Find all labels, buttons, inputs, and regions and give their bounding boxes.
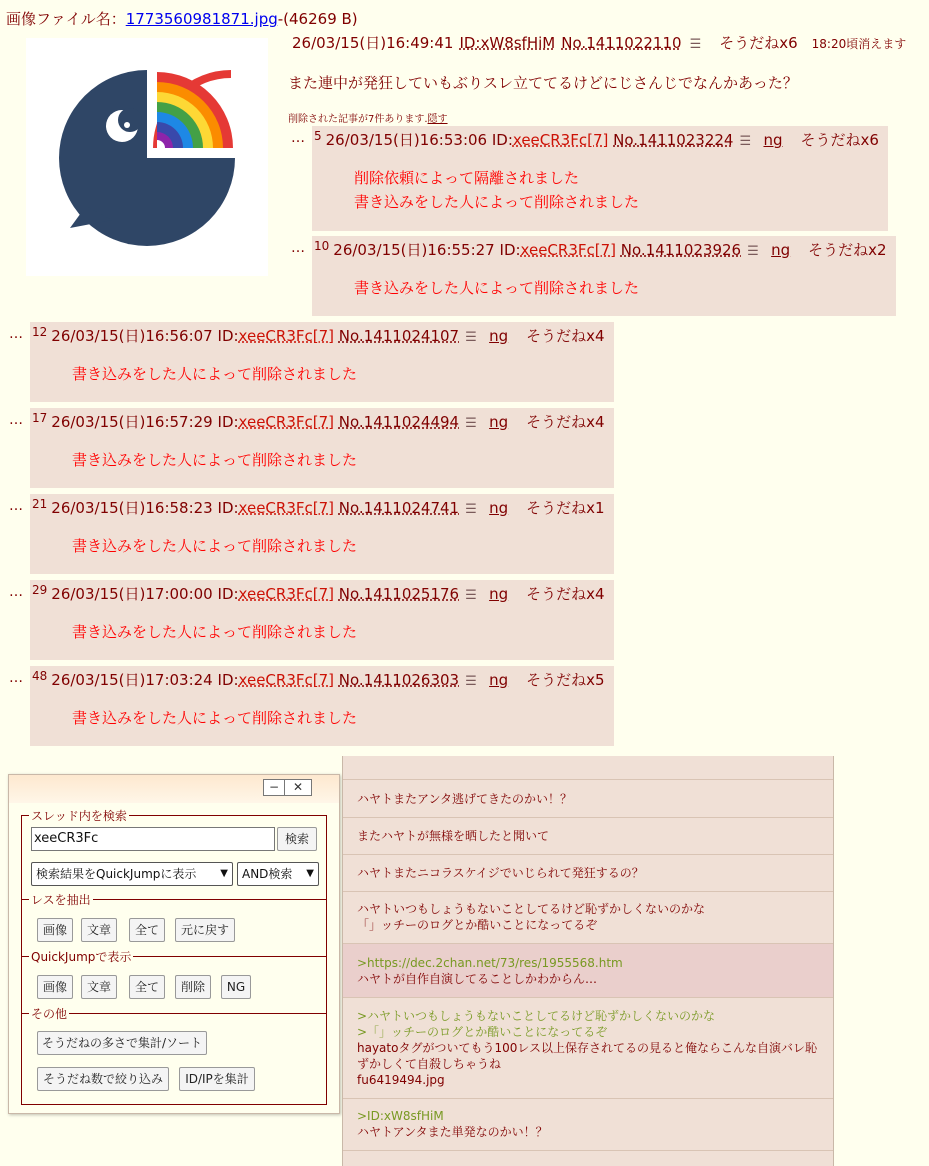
quickjump-item[interactable]: [343, 1098, 833, 1151]
extract-legend: レスを抽出: [31, 893, 91, 907]
quickjump-line: ハヤトが自作自演してることしかわからん…: [357, 972, 598, 986]
reply-message: [72, 620, 357, 644]
chevron-down-icon: ▼: [220, 868, 228, 879]
reply-index: 17: [32, 411, 48, 425]
reply-marker: …: [9, 326, 23, 342]
chevron-down-icon: ▼: [306, 868, 314, 879]
op-date: 26/03/15(日)16:49:41: [292, 34, 454, 52]
deleted-message: 書き込みをした人によって削除されました: [72, 709, 358, 727]
menu-icon[interactable]: ☰: [747, 244, 759, 259]
ng-link[interactable]: ng: [763, 131, 783, 149]
id-ip-count-button[interactable]: ID/IPを集計: [179, 1067, 255, 1091]
reply-number[interactable]: No.1411024741: [338, 499, 460, 517]
reply-message: [354, 166, 639, 214]
reply-soudane[interactable]: そうだねx6: [800, 131, 879, 149]
file-label: 画像ファイル名：: [6, 10, 126, 28]
reply-index: 10: [314, 239, 330, 253]
search-legend: スレッド内を検索: [31, 809, 127, 823]
extract-button[interactable]: 画像: [37, 918, 73, 942]
reply-marker: …: [9, 498, 23, 514]
quickjump-line: 「」ッチーのログとか酷いことになってるぞ: [357, 918, 598, 932]
list-item: [343, 756, 833, 780]
reply-header: [314, 239, 887, 260]
reply-number[interactable]: No.1411023224: [613, 131, 734, 149]
quickjump-list: [342, 756, 834, 1166]
quickjump-line: ハヤトまたアンタ逃げてきたのかい！？: [357, 792, 573, 806]
quickjump-line: ハヤトまたニコラスケイジでいじられて発狂するの？: [357, 866, 644, 880]
search-button[interactable]: 検索: [277, 827, 317, 851]
menu-icon[interactable]: ☰: [739, 134, 752, 149]
reply-id-link[interactable]: xeeCR3Fc[7]: [238, 413, 334, 431]
speech-bubble-rainbow-logo: [26, 38, 268, 276]
file-size: -(46269 B): [277, 10, 358, 28]
menu-icon[interactable]: ☰: [465, 588, 477, 603]
quickjump-item[interactable]: [343, 891, 833, 944]
search-input[interactable]: xeeCR3Fc: [31, 827, 275, 851]
ng-link[interactable]: ng: [489, 327, 509, 345]
file-link[interactable]: 1773560981871.jpg: [125, 10, 278, 28]
reply-id-link[interactable]: xeeCR3Fc[7]: [238, 671, 334, 689]
op-header: [292, 32, 912, 53]
ng-link[interactable]: ng: [489, 413, 509, 431]
menu-icon[interactable]: ☰: [465, 416, 477, 431]
reply-header: [32, 583, 605, 604]
reply-marker: …: [291, 130, 305, 146]
quickjump-item[interactable]: [343, 780, 833, 818]
quickjump-item[interactable]: [343, 854, 833, 892]
reply-id-prefix: ID:: [491, 131, 513, 149]
reply-soudane[interactable]: そうだねx5: [526, 671, 605, 689]
reply-id-link[interactable]: xeeCR3Fc[7]: [238, 499, 334, 517]
reply-date: 26/03/15(日)17:00:00: [51, 585, 213, 603]
extract-button[interactable]: 文章: [81, 918, 117, 942]
logic-select-value: AND検索: [242, 867, 293, 881]
reply-number[interactable]: No.1411023926: [620, 241, 742, 259]
quickjump-line: fu6419494.jpg: [357, 1073, 445, 1087]
menu-icon[interactable]: ☰: [465, 330, 477, 345]
reply-id-link[interactable]: xeeCR3Fc[7]: [520, 241, 616, 259]
quickjump-item[interactable]: [343, 997, 833, 1099]
op-expire: 18:20頃消えます: [811, 37, 907, 51]
reply-id-link[interactable]: xeeCR3Fc[7]: [238, 585, 334, 603]
quickjump-line: ハヤトいつもしょうもないことしてるけど恥ずかしくないのかな: [357, 902, 706, 916]
deleted-note-text: 削除された記事が7件あります.: [288, 114, 428, 125]
reply-index: 21: [32, 497, 48, 511]
quickjump-button[interactable]: 全て: [129, 975, 165, 999]
quickjump-line: >ID:xW8sfHiM: [357, 1109, 444, 1123]
soudane-filter-button[interactable]: そうだね数で絞り込み: [37, 1067, 169, 1091]
panel-titlebar[interactable]: [9, 775, 339, 803]
reply-soudane[interactable]: そうだねx1: [526, 499, 605, 517]
reply-number[interactable]: No.1411024107: [338, 327, 460, 345]
reply-date: 26/03/15(日)16:55:27: [333, 241, 495, 259]
reply-soudane[interactable]: そうだねx4: [526, 327, 605, 345]
reply-id-prefix: ID:: [217, 413, 239, 431]
quickjump-button[interactable]: 文章: [81, 975, 117, 999]
file-line: [6, 8, 358, 29]
reply-soudane[interactable]: そうだねx2: [808, 241, 887, 259]
reply-message: [354, 276, 639, 300]
reply-number[interactable]: No.1411025176: [338, 585, 460, 603]
quickjump-button[interactable]: 画像: [37, 975, 73, 999]
quickjump-line: ハヤトアンタまた単発なのかい！？: [357, 1125, 548, 1139]
deleted-message: 書き込みをした人によって削除されました: [72, 365, 358, 383]
reply-date: 26/03/15(日)17:03:24: [51, 671, 213, 689]
menu-icon[interactable]: ☰: [689, 37, 702, 52]
quickjump-item[interactable]: [343, 817, 833, 855]
menu-icon[interactable]: ☰: [465, 502, 477, 517]
reply-message: [72, 706, 357, 730]
mode-select-value: 検索結果をQuickJumpに表示: [36, 867, 197, 881]
deleted-message: 書き込みをした人によって削除されました: [354, 279, 640, 297]
reply-soudane[interactable]: そうだねx4: [526, 413, 605, 431]
quickjump-line: またハヤトが無様を晒したと聞いて: [357, 829, 550, 843]
quickjump-item[interactable]: [343, 944, 833, 998]
reply-message: [72, 448, 357, 472]
mode-select[interactable]: [31, 862, 233, 886]
reply-index: 29: [32, 583, 48, 597]
reply-soudane[interactable]: そうだねx4: [526, 585, 605, 603]
reply-index: 12: [32, 325, 48, 339]
minimize-button[interactable]: −: [263, 779, 285, 796]
menu-icon[interactable]: ☰: [465, 674, 477, 689]
reply-id-prefix: ID:: [217, 585, 239, 603]
logic-select[interactable]: [237, 862, 319, 886]
op-id[interactable]: ID:xW8sfHiM: [459, 34, 556, 52]
extract-button[interactable]: 全て: [129, 918, 165, 942]
deleted-message: 書き込みをした人によって削除されました: [72, 623, 358, 641]
reply-date: 26/03/15(日)16:58:23: [51, 499, 213, 517]
deleted-message: 書き込みをした人によって削除されました: [72, 451, 358, 469]
reply-message: [72, 362, 357, 386]
hide-deleted-link[interactable]: 隠す: [427, 114, 448, 125]
ng-link[interactable]: ng: [489, 585, 509, 603]
reply-date: 26/03/15(日)16:56:07: [51, 327, 213, 345]
quickjump-button[interactable]: 削除: [175, 975, 211, 999]
reply-date: 26/03/15(日)16:53:06: [325, 131, 488, 149]
reply-number[interactable]: No.1411026303: [338, 671, 460, 689]
quickjump-button[interactable]: NG: [221, 975, 251, 999]
reply-marker: …: [9, 670, 23, 686]
reply-id-prefix: ID:: [217, 499, 239, 517]
close-button[interactable]: ✕: [284, 779, 312, 796]
reply-marker: …: [291, 240, 305, 256]
reply-header: [32, 325, 605, 346]
reply-message: [72, 534, 357, 558]
reply-header: [32, 411, 605, 432]
reply-id-link[interactable]: xeeCR3Fc[7]: [238, 327, 334, 345]
quickjump-legend: QuickJumpで表示: [31, 950, 132, 964]
reply-header: [32, 669, 605, 690]
quickjump-line: >「」ッチーのログとか酷いことになってるぞ: [357, 1025, 608, 1039]
op-thumbnail-image[interactable]: [26, 38, 268, 276]
soudane-sort-button[interactable]: そうだねの多さで集計/ソート: [37, 1031, 207, 1055]
reply-id-prefix: ID:: [217, 671, 239, 689]
reply-index: 48: [32, 669, 48, 683]
quickjump-line: >ハヤトいつもしょうもないことしてるけど恥ずかしくないのかな: [357, 1009, 716, 1023]
reply-index: 5: [314, 129, 322, 143]
thread-search-panel: [8, 774, 340, 1114]
op-number[interactable]: No.1411022110: [561, 34, 682, 52]
reply-marker: …: [9, 584, 23, 600]
deleted-message: 書き込みをした人によって削除されました: [354, 193, 640, 211]
op-body: また連中が発狂していもぶりスレ立ててるけどにじさんじでなんかあった？: [288, 74, 798, 92]
op-soudane[interactable]: そうだねx6: [719, 34, 798, 52]
quickjump-line: >https://dec.2chan.net/73/res/1955568.htm: [357, 956, 623, 970]
other-legend: その他: [31, 1007, 68, 1021]
ng-link[interactable]: ng: [489, 499, 509, 517]
reply-date: 26/03/15(日)16:57:29: [51, 413, 213, 431]
quickjump-line: hayatoタグがついてもう100レス以上保存されてるの見ると俺ならこんな自演バレ恥: [357, 1041, 818, 1055]
deleted-message: 書き込みをした人によって削除されました: [72, 537, 358, 555]
quickjump-line: ずかしくて自殺しちゃうね: [357, 1057, 502, 1071]
reply-id-prefix: ID:: [217, 327, 239, 345]
reply-header: [32, 497, 605, 518]
reply-number[interactable]: No.1411024494: [338, 413, 460, 431]
reply-header: [314, 129, 879, 150]
deleted-message: 削除依頼によって隔離されました: [354, 169, 580, 187]
deleted-note: [288, 110, 448, 125]
ng-link[interactable]: ng: [771, 241, 791, 259]
reply-id-link[interactable]: xeeCR3Fc[7]: [512, 131, 609, 149]
extract-button[interactable]: 元に戻す: [175, 918, 235, 942]
reply-marker: …: [9, 412, 23, 428]
reply-id-prefix: ID:: [499, 241, 521, 259]
ng-link[interactable]: ng: [489, 671, 509, 689]
